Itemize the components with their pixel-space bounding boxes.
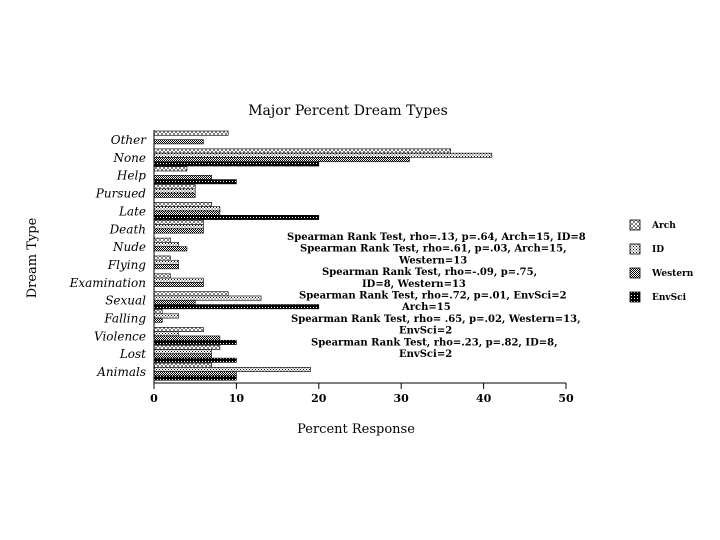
bar-arch	[154, 327, 203, 331]
category-label: Sexual	[105, 293, 146, 308]
category-label: Other	[110, 133, 146, 147]
legend-swatch-western	[630, 268, 640, 278]
legend-swatch-envsci	[630, 292, 640, 302]
bar-western	[154, 318, 162, 322]
bar-western	[154, 211, 220, 215]
bar-arch	[154, 310, 162, 314]
stats-annotations	[287, 232, 586, 360]
bar-western	[154, 175, 212, 179]
stat-annotation: Spearman Rank Test, rho=.61, p=.03, Arch=15,	[300, 243, 567, 255]
stat-annotation: Spearman Rank Test, rho=.13, p=.64, Arch=15, ID=8	[287, 232, 586, 243]
category-label: Help	[116, 168, 146, 183]
bar-arch	[154, 185, 195, 189]
category-label: Examination	[69, 275, 146, 290]
bar-arch	[154, 220, 203, 224]
bar-arch	[154, 256, 170, 260]
x-tick-label: 0	[150, 392, 158, 405]
bar-envsci	[154, 180, 236, 184]
bar-arch	[154, 363, 212, 367]
legend-label: ID	[652, 245, 665, 255]
legend	[630, 220, 694, 303]
legend-swatch-arch	[630, 220, 640, 230]
category-label: Animals	[97, 365, 146, 380]
bar-western	[154, 300, 195, 304]
category-label: None	[113, 150, 146, 165]
bar-id	[154, 260, 179, 264]
bar-envsci	[154, 340, 236, 344]
legend-label: Western	[652, 269, 694, 279]
category-label: Late	[118, 204, 146, 219]
bar-western	[154, 247, 187, 251]
bar-western	[154, 193, 195, 197]
bar-id	[154, 242, 179, 246]
stat-annotation: Spearman Rank Test, rho= .65, p=.02, Western=13,	[291, 313, 581, 325]
chart-title: Major Percent Dream Types	[248, 103, 448, 119]
bar-id	[154, 189, 195, 193]
stat-annotation: Arch=15	[402, 302, 451, 314]
x-ticks	[150, 383, 574, 405]
x-tick-label: 10	[228, 392, 245, 405]
bar-arch	[154, 167, 187, 171]
stat-annotation: EnvSci=2	[399, 349, 453, 360]
category-label: Pursued	[95, 186, 146, 201]
bar-arch	[154, 274, 170, 278]
bar-id	[154, 278, 203, 282]
stat-annotation: Spearman Rank Test, rho=.23, p=.82, ID=8,	[311, 337, 558, 349]
category-label: Lost	[119, 347, 146, 362]
legend-label: EnvSci	[652, 293, 687, 303]
bar-id	[154, 225, 203, 229]
bar-western	[154, 140, 203, 144]
category-label: Flying	[107, 257, 146, 272]
stat-annotation: EnvSci=2	[399, 325, 453, 337]
bar-arch	[154, 149, 451, 153]
category-label: Falling	[104, 311, 146, 326]
bar-id	[154, 207, 220, 211]
x-axis-label: Percent Response	[297, 422, 415, 437]
bar-envsci	[154, 305, 319, 309]
x-tick-label: 50	[558, 392, 574, 405]
y-axis-label: Dream Type	[25, 217, 40, 299]
bar-western	[154, 265, 179, 269]
bar-id	[154, 314, 179, 318]
bar-western	[154, 157, 409, 161]
bar-western	[154, 336, 220, 340]
bar-western	[154, 354, 212, 358]
stat-annotation: Western=13	[399, 255, 468, 267]
category-label: Nude	[112, 240, 146, 255]
bar-id	[154, 367, 311, 371]
x-tick-label: 30	[393, 392, 409, 405]
stat-annotation: Spearman Rank Test, rho=-.09, p=.75,	[322, 267, 538, 279]
bar-western	[154, 282, 203, 286]
bar-envsci	[154, 376, 236, 380]
bar-id	[154, 332, 179, 336]
category-labels	[69, 133, 148, 379]
bar-western	[154, 372, 236, 376]
x-tick-label: 40	[475, 392, 492, 405]
bar-western	[154, 229, 203, 233]
stat-annotation: ID=8, Western=13	[362, 278, 466, 290]
bar-envsci	[154, 162, 319, 166]
x-tick-label: 20	[311, 392, 327, 405]
bar-arch	[154, 345, 220, 349]
bar-arch	[154, 131, 228, 135]
bar-id	[154, 153, 492, 157]
category-label: Violence	[93, 329, 146, 344]
bar-envsci	[154, 358, 236, 362]
bar-arch	[154, 238, 170, 242]
legend-swatch-id	[630, 244, 640, 254]
bar-envsci	[154, 215, 319, 219]
bar-id	[154, 350, 212, 354]
bar-id	[154, 296, 261, 300]
category-label: Death	[109, 222, 146, 237]
legend-label: Arch	[652, 221, 676, 231]
bar-arch	[154, 202, 212, 206]
stat-annotation: Spearman Rank Test, rho=.72, p=.01, EnvSci=2	[299, 290, 567, 302]
bar-arch	[154, 292, 228, 296]
